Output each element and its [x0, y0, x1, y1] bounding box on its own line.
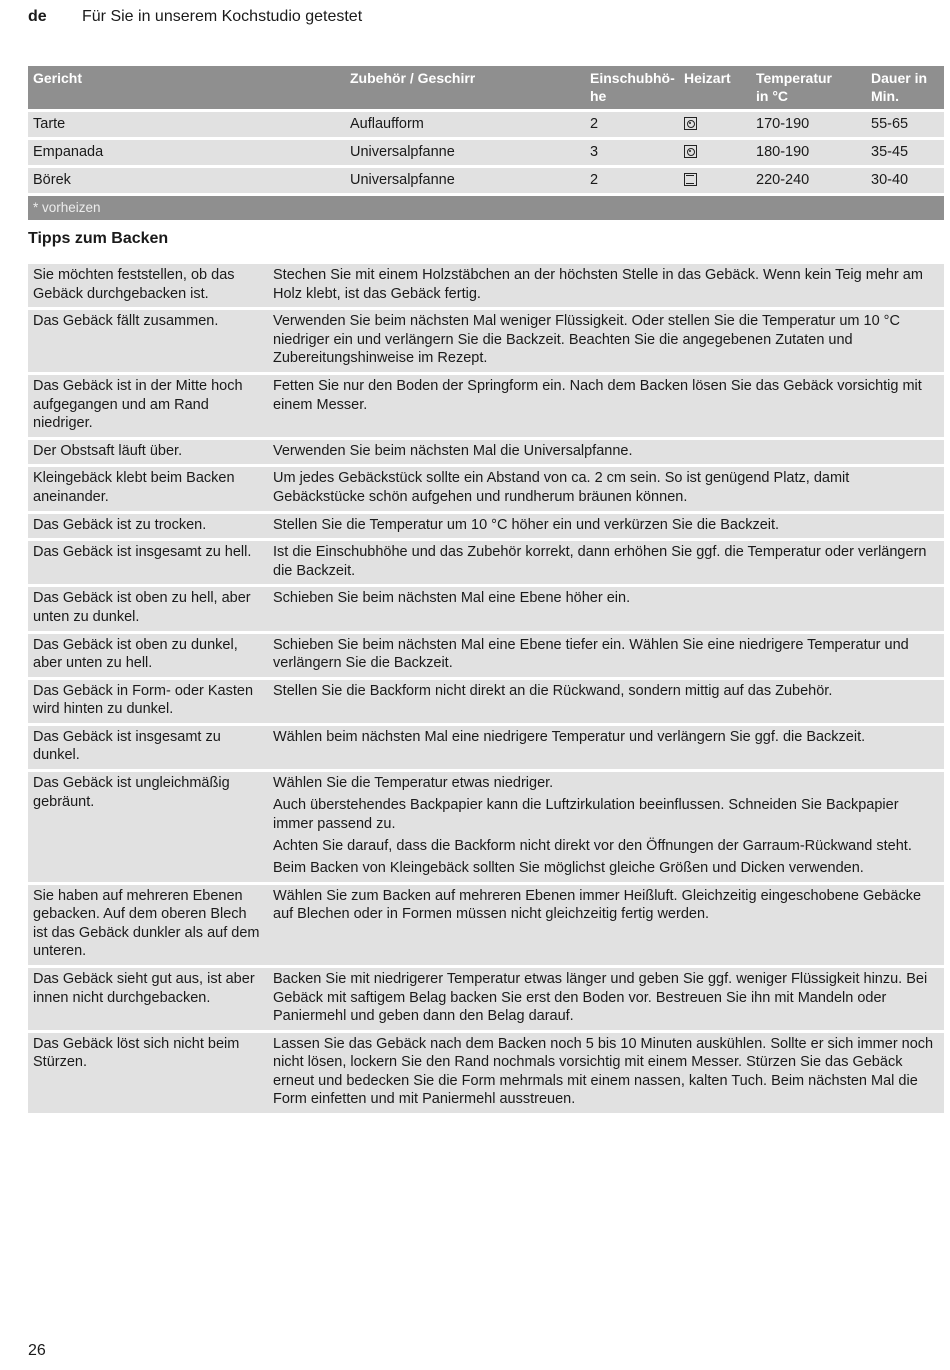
table-footnote-row: [28, 196, 944, 220]
solution-text: Beim Backen von Kleingebäck sollten Sie möglichst gleiche Größen und Dicken verwenden.: [273, 859, 864, 876]
solution-cell: [268, 375, 944, 437]
problem-cell: Sie haben auf mehreren Ebenen gebacken. Auf dem oberen Blech ist das Gebäck dunkler als auf dem unteren.: [28, 885, 268, 965]
tip-row: [28, 375, 944, 437]
solution-text: Stechen Sie mit einem Holzstäbchen an der höchsten Stelle in das Gebäck. Wenn kein Teig mehr am Holz klebt, ist das Gebäck fertig.: [273, 267, 923, 302]
tip-row: [28, 885, 944, 965]
solution-cell: [268, 310, 944, 372]
solution-cell: [268, 968, 944, 1030]
solution-text: Auch überstehendes Backpapier kann die Luftzirkulation beeinflussen. Schneiden Sie Backpapier immer passend zu.: [273, 797, 899, 832]
solution-text: Um jedes Gebäckstück sollte ein Abstand von ca. 2 cm sein. So ist genügend Platz, damit Gebäckstücke schön aufgehen und rundherum bräunen können.: [273, 470, 850, 505]
solution-text: Wählen beim nächsten Mal eine niedrigere Temperatur und verlängern Sie ggf. die Backzeit.: [273, 728, 866, 745]
accessory-cell: Universalpfanne: [345, 140, 585, 165]
tip-row: [28, 680, 944, 723]
problem-cell: Das Gebäck ist oben zu hell, aber unten zu dunkel.: [28, 587, 268, 630]
duration-cell: 55-65: [866, 112, 944, 137]
table-row: [28, 168, 944, 193]
solution-text: Schieben Sie beim nächsten Mal eine Ebene tiefer ein. Wählen Sie eine niedrigere Temperatur und verlängern Sie die Backzeit.: [273, 636, 909, 672]
baking-table-header: [28, 66, 944, 109]
solution-text: Stellen Sie die Temperatur um 10 °C höher ein und verkürzen Sie die Backzeit.: [273, 516, 780, 533]
tip-row: [28, 541, 944, 584]
tip-row: [28, 634, 944, 677]
solution-text: Lassen Sie das Gebäck nach dem Backen noch 5 bis 10 Minuten auskühlen. Sollte er sich immer noch nicht lösen, lockern Sie den Rand nochmals vorsichtig mit einem Messer. Stürzen Sie das Gebäck erneut und bedecken Sie die Form mehrmals mit einem nassen, kalten Tuch. Beim nächsten Mal die Form einfetten und mit Paniermehl ausstreuen.: [273, 1035, 934, 1108]
tip-row: [28, 440, 944, 465]
problem-cell: Das Gebäck ist ungleichmäßig gebräunt.: [28, 772, 268, 881]
temperature-cell: 170-190: [751, 112, 866, 137]
solution-cell: [268, 514, 944, 539]
header-level-line: Einschubhö- he: [590, 70, 675, 104]
problem-cell: Der Obstsaft läuft über.: [28, 440, 268, 465]
problem-cell: Das Gebäck ist zu trocken.: [28, 514, 268, 539]
header-duration-line: Dauer in Min.: [871, 70, 928, 104]
language-tag: de: [28, 8, 47, 25]
hot-air-icon: [684, 117, 697, 130]
solution-text: Wählen Sie zum Backen auf mehreren Ebenen immer Heißluft. Gleichzeitig eingeschobene Gebäcke auf Blechen oder in Formen müssen nicht gleichzeitig fertig werden.: [273, 887, 922, 923]
problem-cell: Sie möchten feststellen, ob das Gebäck durchgebacken ist.: [28, 264, 268, 307]
tip-row: [28, 1033, 944, 1113]
header-dish: Gericht: [28, 66, 345, 109]
section-title: Für Sie in unserem Kochstudio getestet: [82, 8, 363, 25]
accessory-cell: Auflaufform: [345, 112, 585, 137]
level-cell: 2: [585, 112, 679, 137]
tip-row: [28, 514, 944, 539]
page-number: 26: [28, 1342, 46, 1359]
level-cell: 3: [585, 140, 679, 165]
solution-text: Wählen Sie die Temperatur etwas niedriger.: [273, 775, 554, 792]
baking-table: [28, 63, 944, 223]
solution-text: Backen Sie mit niedrigerer Temperatur etwas länger und geben Sie ggf. weniger Flüssigkeit hinzu. Bei Gebäck mit saftigem Belag backen Sie erst den Boden vor. Bestreuen Sie ihn mit Mandeln oder Paniermehl und geben dann den Belag darauf.: [273, 970, 928, 1025]
tip-row: [28, 467, 944, 510]
problem-cell: Das Gebäck in Form- oder Kasten wird hinten zu dunkel.: [28, 680, 268, 723]
header-level: [585, 66, 679, 109]
heating-cell: [679, 168, 751, 193]
header-duration: [866, 66, 944, 109]
hot-air-icon: [684, 145, 697, 158]
tips-heading: Tipps zum Backen: [28, 230, 169, 247]
dish-cell: Tarte: [28, 112, 345, 137]
footnote: * vorheizen: [28, 196, 944, 220]
solution-cell: [268, 772, 944, 881]
solution-text: Stellen Sie die Backform nicht direkt an die Rückwand, sondern mittig auf das Zubehör.: [273, 682, 833, 699]
temperature-cell: 220-240: [751, 168, 866, 193]
tips-table: [28, 261, 944, 1116]
problem-cell: Das Gebäck ist in der Mitte hoch aufgegangen und am Rand niedriger.: [28, 375, 268, 437]
tip-row: [28, 968, 944, 1030]
problem-cell: Das Gebäck ist insgesamt zu dunkel.: [28, 726, 268, 769]
problem-cell: Das Gebäck ist insgesamt zu hell.: [28, 541, 268, 584]
table-row: [28, 140, 944, 165]
duration-cell: 30-40: [866, 168, 944, 193]
problem-cell: Das Gebäck löst sich nicht beim Stürzen.: [28, 1033, 268, 1113]
page-header: [28, 8, 362, 26]
tip-row: [28, 587, 944, 630]
header-temperature: [751, 66, 866, 109]
problem-cell: Das Gebäck ist oben zu dunkel, aber unten zu hell.: [28, 634, 268, 677]
solution-cell: [268, 634, 944, 677]
accessory-cell: Universalpfanne: [345, 168, 585, 193]
tip-row: [28, 264, 944, 307]
top-bottom-heat-icon: [684, 173, 697, 186]
solution-text: Verwenden Sie beim nächsten Mal weniger Flüssigkeit. Oder stellen Sie die Temperatur um 10 °C niedriger ein und verlängern Sie die Backzeit. Beachten Sie die angegebenen Zutaten und Zubereitungshinweise im Rezept.: [273, 313, 900, 367]
solution-cell: [268, 726, 944, 769]
solution-text: Fetten Sie nur den Boden der Springform ein. Nach dem Backen lösen Sie das Gebäck vorsichtig mit einem Messer.: [273, 377, 922, 413]
solution-cell: [268, 440, 944, 465]
solution-cell: [268, 264, 944, 307]
problem-cell: Das Gebäck sieht gut aus, ist aber innen nicht durchgebacken.: [28, 968, 268, 1030]
header-heating: Heizart: [679, 66, 751, 109]
duration-cell: 35-45: [866, 140, 944, 165]
tip-row: [28, 726, 944, 769]
problem-cell: Das Gebäck fällt zusammen.: [28, 310, 268, 372]
solution-cell: [268, 1033, 944, 1113]
tip-row: [28, 772, 944, 881]
solution-cell: [268, 587, 944, 630]
header-temperature-line: Temperatur in °C: [756, 70, 832, 104]
solution-cell: [268, 467, 944, 510]
solution-cell: [268, 680, 944, 723]
header-accessory: Zubehör / Geschirr: [345, 66, 585, 109]
problem-cell: Kleingebäck klebt beim Backen aneinander.: [28, 467, 268, 510]
level-cell: 2: [585, 168, 679, 193]
heating-cell: [679, 140, 751, 165]
tips-table-body: [28, 264, 944, 1113]
solution-text: Schieben Sie beim nächsten Mal eine Ebene höher ein.: [273, 590, 631, 607]
dish-cell: Börek: [28, 168, 345, 193]
table-row: [28, 112, 944, 137]
solution-text: Achten Sie darauf, dass die Backform nicht direkt vor den Öffnungen der Garraum-Rückwand steht.: [273, 837, 912, 854]
dish-cell: Empanada: [28, 140, 345, 165]
solution-cell: [268, 885, 944, 965]
tip-row: [28, 310, 944, 372]
solution-text: Ist die Einschubhöhe und das Zubehör korrekt, dann erhöhen Sie ggf. die Temperatur oder verlängern die Backzeit.: [273, 544, 927, 579]
solution-text: Verwenden Sie beim nächsten Mal die Universalpfanne.: [273, 442, 633, 459]
heating-cell: [679, 112, 751, 137]
solution-cell: [268, 541, 944, 584]
temperature-cell: 180-190: [751, 140, 866, 165]
